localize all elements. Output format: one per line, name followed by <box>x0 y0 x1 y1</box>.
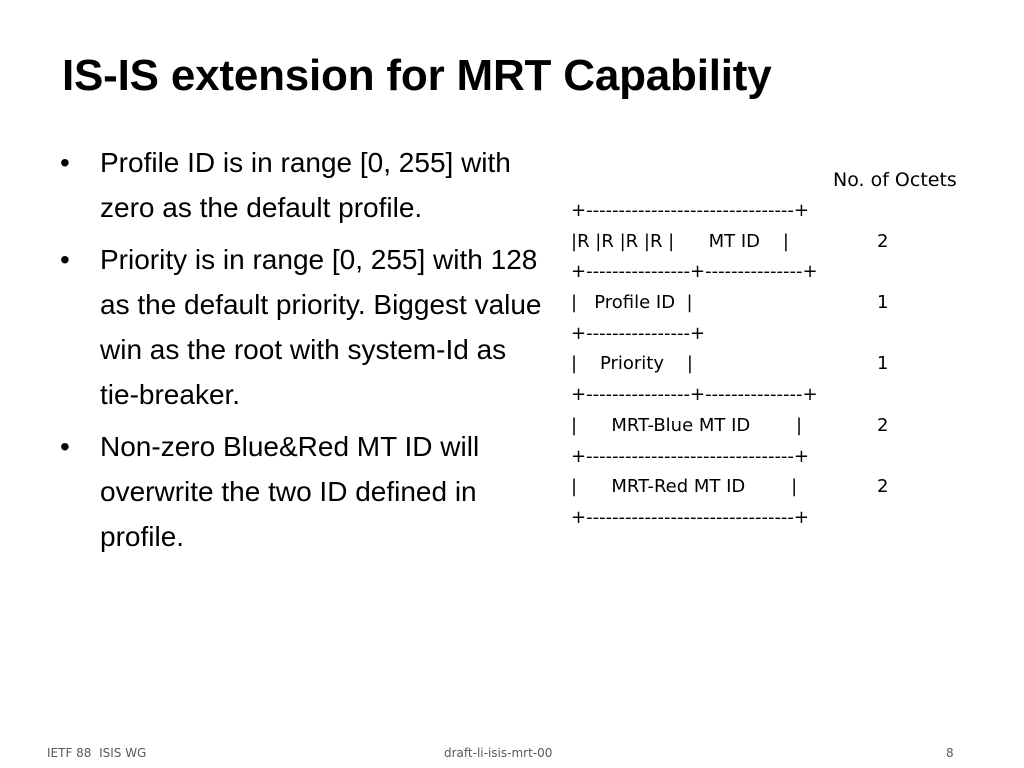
bullet-item-priority <box>56 237 550 417</box>
tlv-field-row-profile-id <box>571 288 901 319</box>
tlv-octet-count: 2 <box>877 414 889 436</box>
tlv-row-text: +--------------------------------+ <box>571 200 810 221</box>
tlv-format-diagram <box>571 196 901 534</box>
tlv-row-text: +----------------+---------------+ <box>571 384 818 406</box>
bullet-dot-icon: • <box>60 147 70 178</box>
tlv-border-row <box>571 319 901 350</box>
tlv-field-row-mt-id <box>571 227 901 258</box>
bullet-list <box>56 140 550 566</box>
tlv-row-text: | MRT-Red MT ID | <box>571 476 798 498</box>
footer-event: IETF 88 ISIS WG <box>47 746 147 760</box>
tlv-octet-count: 1 <box>877 353 889 375</box>
tlv-field-row-mrt-blue <box>571 411 901 442</box>
bullet-dot-icon: • <box>60 431 70 462</box>
tlv-border-row <box>571 442 901 473</box>
tlv-row-text: | MRT-Blue MT ID | <box>571 414 803 436</box>
bullet-item-mt-id <box>56 424 550 559</box>
tlv-octet-count: 1 <box>877 292 889 314</box>
tlv-border-row <box>571 503 901 534</box>
tlv-row-text: | Profile ID | <box>571 292 693 314</box>
tlv-border-row <box>571 196 901 227</box>
bullet-item-profile-id <box>56 140 550 230</box>
tlv-row-text: |R |R |R |R | MT ID | <box>571 230 789 252</box>
tlv-field-row-priority <box>571 349 901 380</box>
slide-title: IS-IS extension for MRT Capability <box>62 51 772 100</box>
tlv-field-row-mrt-red <box>571 472 901 503</box>
tlv-row-text: +----------------+ <box>571 322 706 344</box>
bullet-text: Non-zero Blue&Red MT ID will overwrite the two ID defined in profile. <box>100 431 480 552</box>
tlv-octet-count: 2 <box>877 476 889 498</box>
tlv-border-row <box>571 257 901 288</box>
tlv-row-text: +----------------+---------------+ <box>571 261 818 283</box>
bullet-text: Profile ID is in range [0, 255] with zero as the default profile. <box>100 147 511 223</box>
tlv-row-text: | Priority | <box>571 353 693 375</box>
tlv-octet-count: 2 <box>877 230 889 252</box>
tlv-row-text: +--------------------------------+ <box>571 506 810 528</box>
octets-column-header: No. of Octets <box>833 169 957 191</box>
bullet-dot-icon: • <box>60 244 70 275</box>
tlv-row-text: +--------------------------------+ <box>571 445 810 467</box>
footer-draft-name: draft-li-isis-mrt-00 <box>444 746 553 760</box>
tlv-border-row <box>571 380 901 411</box>
footer-page-number: 8 <box>946 746 954 760</box>
bullet-text: Priority is in range [0, 255] with 128 as the default priority. Biggest value win as the root with system-Id as tie-breaker. <box>100 244 542 410</box>
